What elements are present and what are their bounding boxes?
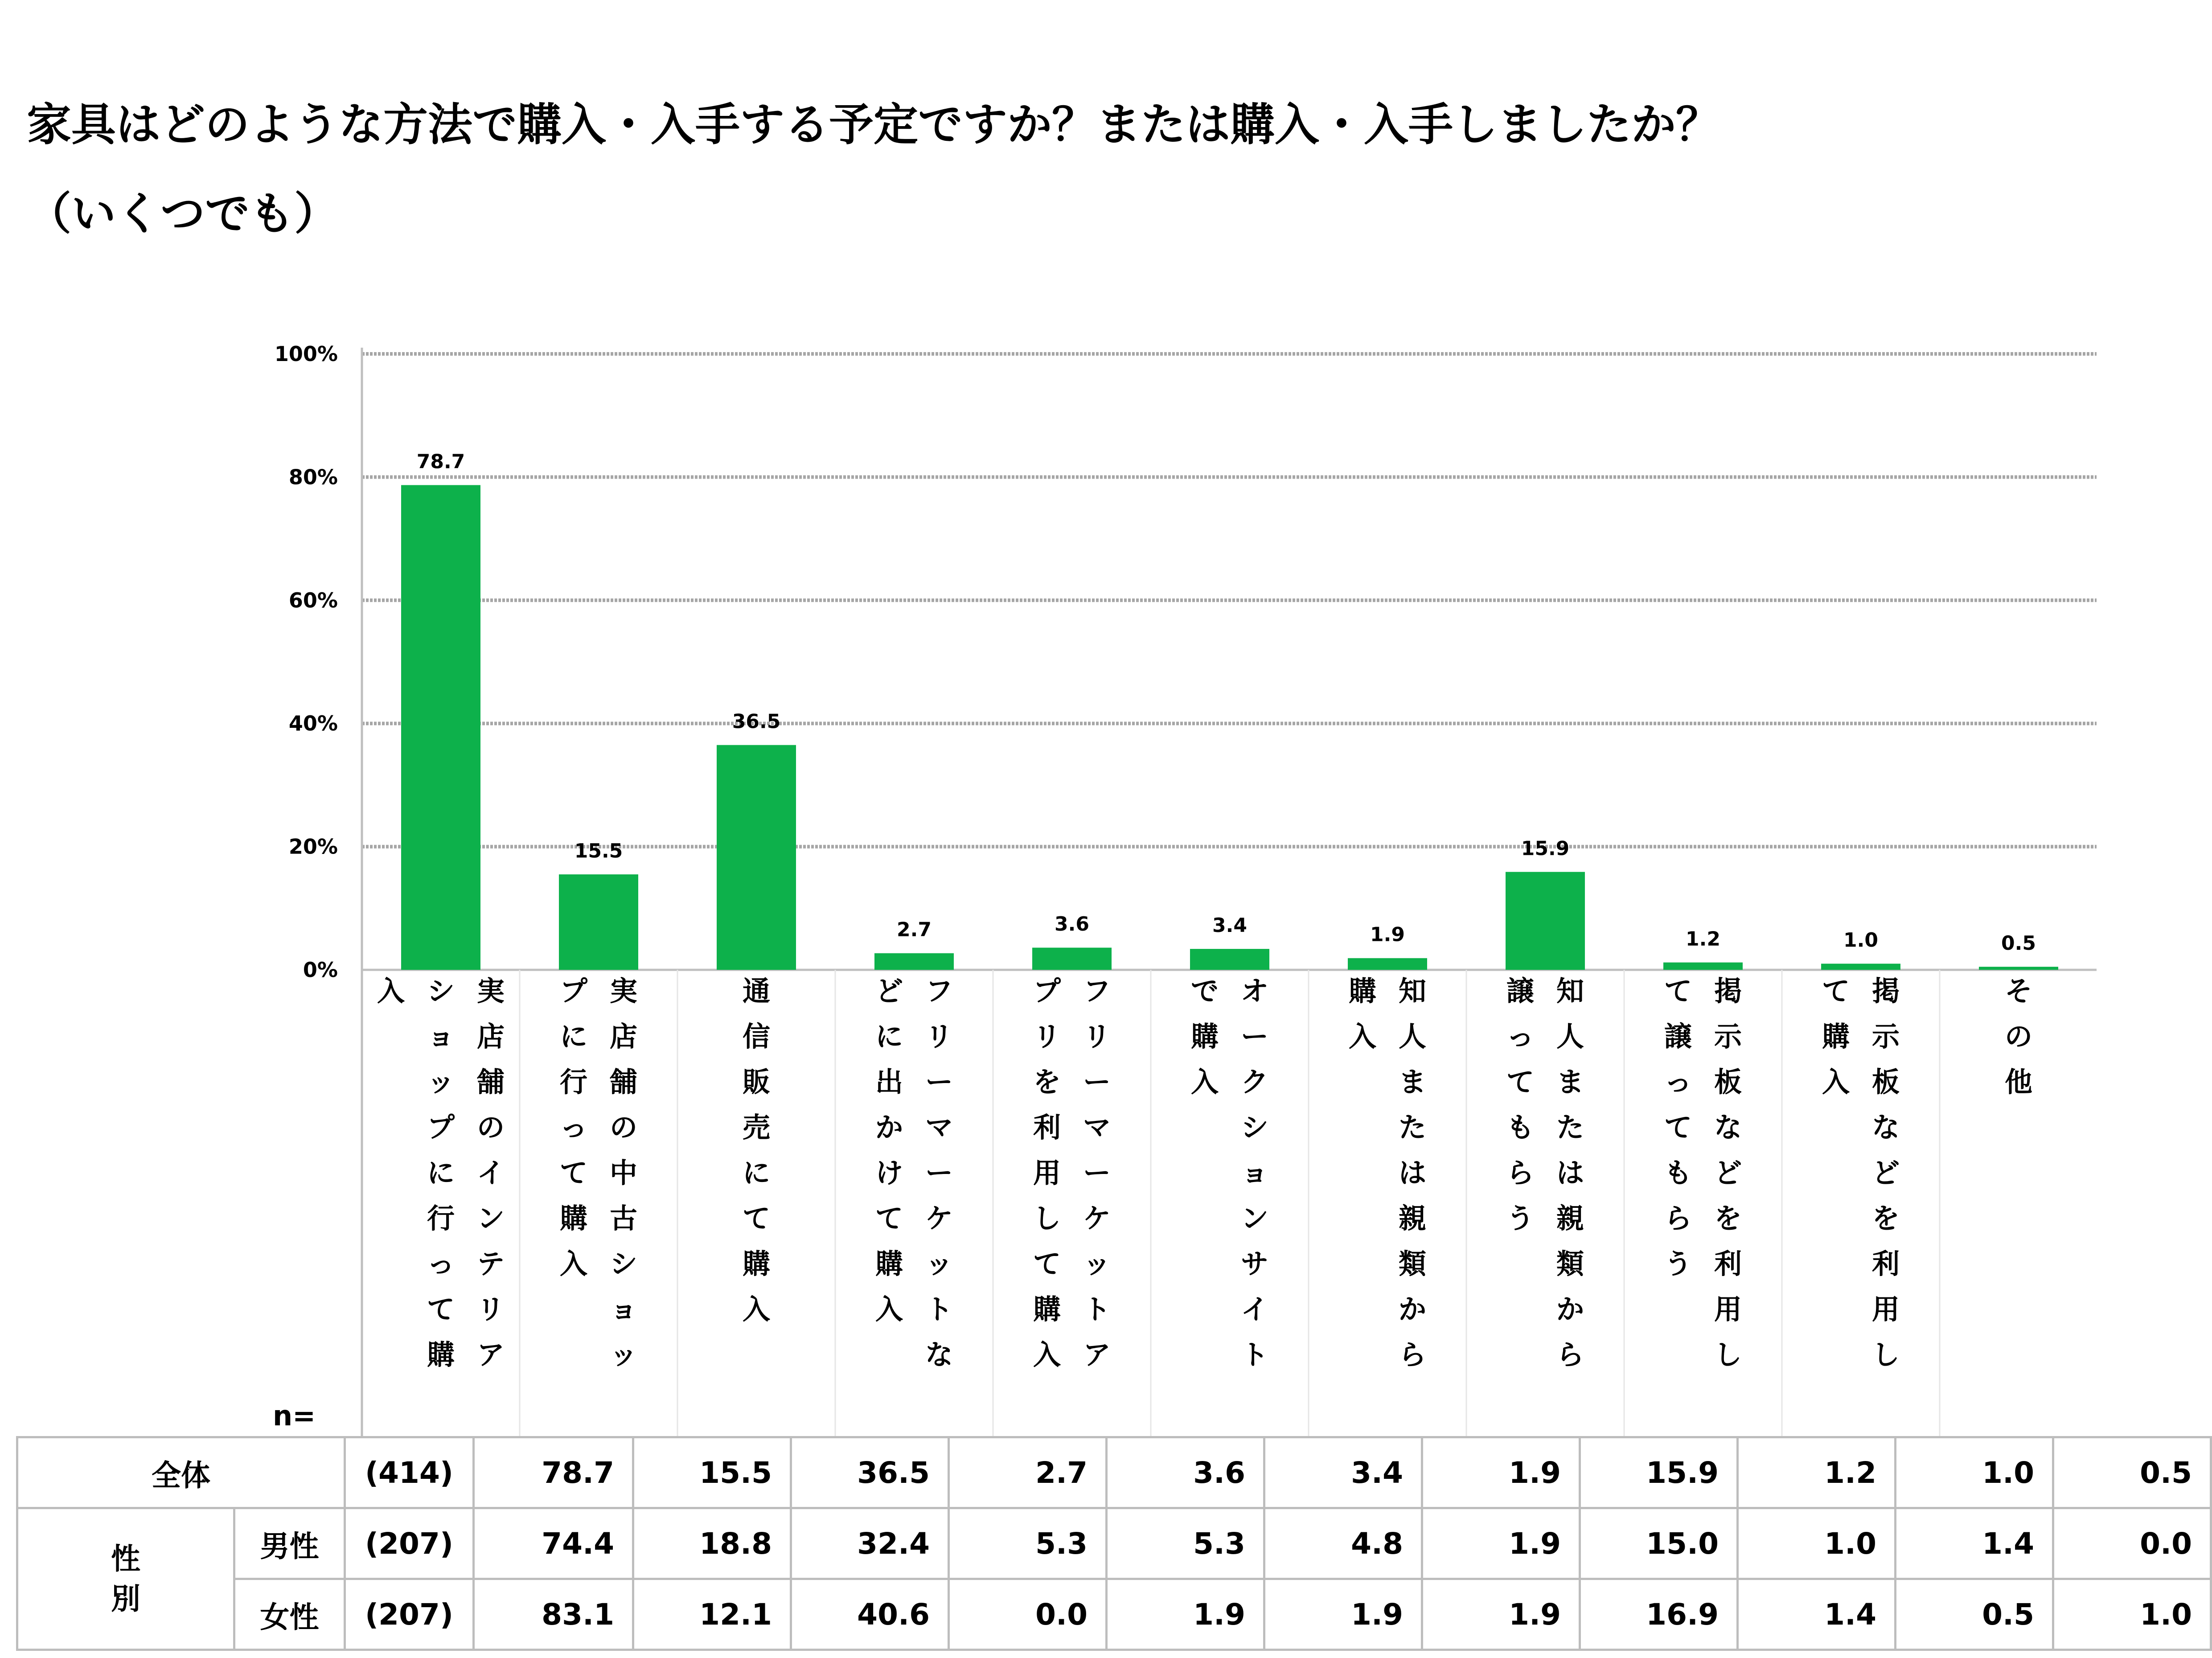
bar bbox=[1032, 948, 1112, 970]
group-label-gender bbox=[17, 1508, 234, 1650]
category-label-char: ク bbox=[1240, 1066, 1269, 1098]
category-label-char: ま bbox=[1556, 1066, 1584, 1098]
category-label-char: 店 bbox=[476, 1020, 505, 1053]
category-label-char: て bbox=[427, 1293, 455, 1326]
category-label-char: 購 bbox=[742, 1248, 771, 1280]
bar bbox=[1821, 964, 1900, 970]
bar bbox=[401, 485, 480, 970]
category-label-char: 利 bbox=[1033, 1111, 1061, 1144]
row-n: (414) bbox=[345, 1437, 474, 1508]
category-label-char: し bbox=[1033, 1202, 1061, 1235]
y-tick-label: 100% bbox=[274, 342, 338, 366]
category-label-char: ト bbox=[1240, 1338, 1269, 1371]
category-label-char: 購 bbox=[1822, 1020, 1850, 1053]
table-cell: 1.9 bbox=[1422, 1579, 1580, 1650]
category-label-char: て bbox=[875, 1202, 903, 1235]
category-labels bbox=[377, 975, 2032, 1371]
table-cell: 78.7 bbox=[474, 1437, 633, 1508]
category-label-char: ま bbox=[1398, 1066, 1427, 1098]
table-cell: 1.4 bbox=[1738, 1579, 1896, 1650]
category-label-char: に bbox=[875, 1020, 903, 1053]
category-label-char: た bbox=[1556, 1111, 1584, 1144]
category-label-char: う bbox=[1506, 1202, 1535, 1235]
category-label-char: リ bbox=[476, 1293, 505, 1326]
data-label: 1.0 bbox=[1843, 929, 1878, 952]
category-label-char: ら bbox=[1506, 1157, 1535, 1189]
category-label-char: オ bbox=[1240, 975, 1269, 1007]
category-label-char: 入 bbox=[559, 1248, 588, 1280]
category-label-char: 板 bbox=[1714, 1066, 1742, 1098]
category-label-char: 入 bbox=[1822, 1066, 1850, 1098]
chart-title-line1: 家具はどのような方法で購入・入手する予定ですか？または購入・入手しましたか？ bbox=[27, 98, 1720, 151]
category-label-char: 板 bbox=[1871, 1066, 1900, 1098]
category-label-char: 実 bbox=[609, 975, 638, 1007]
data-label: 3.6 bbox=[1055, 913, 1089, 936]
category-label-char: 行 bbox=[427, 1202, 455, 1235]
category-label-char: ど bbox=[1871, 1157, 1900, 1189]
category-label-char: 用 bbox=[1033, 1157, 1061, 1189]
bar bbox=[1348, 958, 1427, 970]
table-cell: 2.7 bbox=[949, 1437, 1107, 1508]
category-label-char: の bbox=[476, 1111, 505, 1144]
table-cell: 0.5 bbox=[1896, 1579, 2053, 1650]
category-label-char: 入 bbox=[1190, 1066, 1219, 1098]
category-label-char: リ bbox=[925, 1020, 953, 1053]
row-label: 全体 bbox=[17, 1437, 345, 1508]
table-cell: 1.0 bbox=[1896, 1437, 2053, 1508]
y-tick-label: 20% bbox=[288, 834, 338, 859]
table-cell: 12.1 bbox=[633, 1579, 791, 1650]
category-label-char: ー bbox=[1083, 1066, 1111, 1098]
bar bbox=[1506, 872, 1585, 970]
grid-lines bbox=[362, 354, 2097, 847]
row-n: (207) bbox=[345, 1508, 474, 1579]
category-label-char: 譲 bbox=[1506, 975, 1535, 1007]
table-cell: 74.4 bbox=[474, 1508, 633, 1579]
table-row bbox=[17, 1437, 2211, 1508]
category-label-char: し bbox=[1871, 1338, 1900, 1371]
category-label-char: ョ bbox=[427, 1020, 455, 1053]
category-label-char: 知 bbox=[1398, 975, 1427, 1007]
category-label-char: シ bbox=[609, 1248, 638, 1280]
category-label-char: な bbox=[1714, 1111, 1742, 1144]
table-cell: 18.8 bbox=[633, 1508, 791, 1579]
y-tick-label: 60% bbox=[288, 588, 338, 612]
category-label-char: 他 bbox=[2004, 1066, 2033, 1098]
table-cell: 15.0 bbox=[1580, 1508, 1738, 1579]
category-label-char: 購 bbox=[559, 1202, 588, 1235]
category-label-char: ト bbox=[1083, 1293, 1111, 1326]
category-label-char: 人 bbox=[1398, 1020, 1427, 1053]
y-tick-label: 40% bbox=[288, 711, 338, 736]
category-label-char: 利 bbox=[1714, 1248, 1742, 1280]
table-cell: 1.9 bbox=[1422, 1508, 1580, 1579]
category-label-char: 用 bbox=[1714, 1293, 1742, 1326]
category-label-char: し bbox=[1714, 1338, 1742, 1371]
bar bbox=[717, 745, 796, 970]
bar bbox=[1979, 967, 2058, 970]
category-label-char: な bbox=[1871, 1111, 1900, 1144]
category-label-char: プ bbox=[1033, 975, 1061, 1007]
table-cell: 1.0 bbox=[2053, 1579, 2211, 1650]
table-cell: 0.0 bbox=[949, 1579, 1107, 1650]
category-label-char: 販 bbox=[742, 1066, 771, 1098]
category-label-char: ー bbox=[1083, 1157, 1111, 1189]
category-label-char: て bbox=[742, 1202, 771, 1235]
category-label-char: ョ bbox=[1240, 1157, 1269, 1189]
category-label-char: ど bbox=[1714, 1157, 1742, 1189]
category-label-char: っ bbox=[1664, 1066, 1692, 1098]
row-label: 男性 bbox=[234, 1508, 345, 1579]
group-label-part: 性 bbox=[111, 1542, 140, 1576]
category-label-char: リ bbox=[1083, 1020, 1111, 1053]
table-row bbox=[17, 1579, 2211, 1650]
category-label-char: て bbox=[1506, 1066, 1535, 1098]
category-label-char: か bbox=[1398, 1293, 1427, 1326]
table-cell: 15.9 bbox=[1580, 1437, 1738, 1508]
category-label-char: ケ bbox=[925, 1202, 953, 1235]
table-cell: 5.3 bbox=[1107, 1508, 1264, 1579]
category-label-char: 舗 bbox=[609, 1066, 638, 1098]
data-label: 1.2 bbox=[1686, 927, 1720, 951]
category-label-char: マ bbox=[925, 1111, 953, 1144]
n-header: n= bbox=[273, 1399, 316, 1432]
category-label-char: て bbox=[1822, 975, 1850, 1007]
category-label-char: 知 bbox=[1556, 975, 1584, 1007]
category-label-char: イ bbox=[476, 1157, 505, 1189]
row-n: (207) bbox=[345, 1579, 474, 1650]
category-label-char: 信 bbox=[742, 1020, 771, 1053]
bar bbox=[559, 874, 638, 970]
table-cell: 3.4 bbox=[1264, 1437, 1422, 1508]
category-label-char: は bbox=[1398, 1157, 1427, 1189]
category-label-char: ン bbox=[1240, 1202, 1269, 1235]
table-cell: 1.9 bbox=[1422, 1437, 1580, 1508]
data-label: 2.7 bbox=[897, 918, 932, 941]
category-label-char: 類 bbox=[1556, 1248, 1584, 1280]
category-label-char: て bbox=[1664, 975, 1692, 1007]
category-label-char: イ bbox=[1240, 1293, 1269, 1326]
table-cell: 1.4 bbox=[1896, 1508, 2053, 1579]
table-row bbox=[17, 1508, 2211, 1579]
category-label-char: 用 bbox=[1871, 1293, 1900, 1326]
category-label-char: ケ bbox=[1083, 1202, 1111, 1235]
category-label-char: 掲 bbox=[1714, 975, 1742, 1007]
table-cell: 15.5 bbox=[633, 1437, 791, 1508]
category-label-char: は bbox=[1556, 1157, 1584, 1189]
group-label-part: 別 bbox=[111, 1581, 140, 1616]
category-label-char: 入 bbox=[742, 1293, 771, 1326]
category-label-char: リ bbox=[1033, 1020, 1061, 1053]
category-label-char: て bbox=[559, 1157, 588, 1189]
category-label-char: か bbox=[1556, 1293, 1584, 1326]
category-label-char: ッ bbox=[609, 1338, 638, 1371]
category-label-char: ー bbox=[925, 1157, 953, 1189]
data-label: 15.5 bbox=[574, 839, 623, 862]
category-label-char: ー bbox=[1240, 1020, 1269, 1053]
category-label-char: ン bbox=[476, 1202, 505, 1235]
category-label-char: っ bbox=[1506, 1020, 1535, 1053]
table-cell: 40.6 bbox=[791, 1579, 949, 1650]
category-label-char: 入 bbox=[377, 975, 405, 1007]
data-table bbox=[16, 1436, 2212, 1651]
category-label-char: 人 bbox=[1556, 1020, 1584, 1053]
category-label-char: ら bbox=[1556, 1338, 1584, 1371]
category-label-char: 示 bbox=[1714, 1020, 1742, 1053]
category-label-char: マ bbox=[1083, 1111, 1111, 1144]
category-label-char: に bbox=[559, 1020, 588, 1053]
table-cell: 4.8 bbox=[1264, 1508, 1422, 1579]
table-cell: 1.9 bbox=[1264, 1579, 1422, 1650]
category-label-char: な bbox=[925, 1338, 953, 1371]
category-label-char: ッ bbox=[925, 1248, 953, 1280]
category-label-char: プ bbox=[427, 1111, 455, 1144]
bar bbox=[1190, 949, 1269, 970]
category-label-char: 購 bbox=[1348, 975, 1377, 1007]
category-label-char: 類 bbox=[1398, 1248, 1427, 1280]
category-label-char: 入 bbox=[1348, 1020, 1377, 1053]
category-label-char: か bbox=[875, 1111, 903, 1144]
category-label-char: け bbox=[875, 1157, 903, 1189]
category-label-char: も bbox=[1506, 1111, 1535, 1144]
category-label-char: シ bbox=[1240, 1111, 1269, 1144]
data-label: 15.9 bbox=[1521, 837, 1570, 860]
category-label-char: 利 bbox=[1871, 1248, 1900, 1280]
bar bbox=[874, 953, 954, 970]
category-label-char: ー bbox=[925, 1066, 953, 1098]
category-label-char: ト bbox=[925, 1293, 953, 1326]
category-label-char: 店 bbox=[609, 1020, 638, 1053]
category-label-char: 実 bbox=[476, 975, 505, 1007]
table-cell: 0.0 bbox=[2053, 1508, 2211, 1579]
table-cell: 16.9 bbox=[1580, 1579, 1738, 1650]
value-labels bbox=[417, 450, 2036, 955]
category-label-char: ッ bbox=[427, 1066, 455, 1098]
category-label-char: 中 bbox=[609, 1157, 638, 1189]
data-label: 0.5 bbox=[2001, 932, 2036, 955]
table-cell: 1.2 bbox=[1738, 1437, 1896, 1508]
category-label-char: プ bbox=[559, 975, 588, 1007]
category-label-char: 親 bbox=[1556, 1202, 1584, 1235]
bar bbox=[1663, 962, 1743, 970]
category-label-char: 売 bbox=[742, 1111, 771, 1144]
category-label-char: 行 bbox=[559, 1066, 588, 1098]
table-cell: 1.0 bbox=[1738, 1508, 1896, 1579]
category-label-char: そ bbox=[2004, 975, 2033, 1007]
category-label-char: に bbox=[427, 1157, 455, 1189]
category-label-char: ら bbox=[1664, 1202, 1692, 1235]
table-cell: 32.4 bbox=[791, 1508, 949, 1579]
category-label-char: ど bbox=[875, 975, 903, 1007]
data-label: 1.9 bbox=[1370, 923, 1405, 946]
category-label-char: 親 bbox=[1398, 1202, 1427, 1235]
category-label-char: た bbox=[1398, 1111, 1427, 1144]
category-label-char: 示 bbox=[1871, 1020, 1900, 1053]
category-label-char: で bbox=[1190, 975, 1219, 1007]
category-label-char: を bbox=[1714, 1202, 1742, 1235]
category-label-char: て bbox=[1664, 1111, 1692, 1144]
category-label-char: 舗 bbox=[476, 1066, 505, 1098]
category-label-char: ら bbox=[1398, 1338, 1427, 1371]
category-label-char: っ bbox=[559, 1111, 588, 1144]
data-label: 3.4 bbox=[1212, 914, 1247, 937]
table-cell: 3.6 bbox=[1107, 1437, 1264, 1508]
category-label-char: ア bbox=[476, 1338, 505, 1371]
category-label-char: 掲 bbox=[1871, 975, 1900, 1007]
category-label-char: 入 bbox=[875, 1293, 903, 1326]
data-label: 36.5 bbox=[732, 710, 781, 733]
category-label-char: て bbox=[1033, 1248, 1061, 1280]
category-label-char: 購 bbox=[427, 1338, 455, 1371]
category-label-char: の bbox=[609, 1111, 638, 1144]
category-label-char: 古 bbox=[609, 1202, 638, 1235]
data-label: 78.7 bbox=[416, 450, 465, 473]
category-label-char: 購 bbox=[1033, 1293, 1061, 1326]
category-label-char: 購 bbox=[1190, 1020, 1219, 1053]
y-tick-label: 80% bbox=[288, 465, 338, 489]
category-label-char: を bbox=[1871, 1202, 1900, 1235]
category-label-char: ョ bbox=[609, 1293, 638, 1326]
category-label-char: ア bbox=[1083, 1338, 1111, 1371]
category-label-char: 譲 bbox=[1664, 1020, 1692, 1053]
category-label-char: ッ bbox=[1083, 1248, 1111, 1280]
table-cell: 36.5 bbox=[791, 1437, 949, 1508]
category-label-char: フ bbox=[1083, 975, 1111, 1007]
category-label-char: を bbox=[1033, 1066, 1061, 1098]
category-label-char: テ bbox=[476, 1248, 505, 1280]
category-label-char: に bbox=[742, 1157, 771, 1189]
bars bbox=[401, 485, 2058, 970]
category-label-char: 入 bbox=[1033, 1338, 1061, 1371]
table-cell: 83.1 bbox=[474, 1579, 633, 1650]
category-label-char: 通 bbox=[742, 975, 771, 1007]
category-label-char: サ bbox=[1240, 1248, 1269, 1280]
table-cell: 5.3 bbox=[949, 1508, 1107, 1579]
category-label-char: 購 bbox=[875, 1248, 903, 1280]
category-label-char: っ bbox=[427, 1248, 455, 1280]
category-label-char: シ bbox=[427, 975, 455, 1007]
table-cell: 1.9 bbox=[1107, 1579, 1264, 1650]
table-cell: 0.5 bbox=[2053, 1437, 2211, 1508]
y-tick-label: 0% bbox=[303, 958, 338, 982]
category-label-char: う bbox=[1664, 1248, 1692, 1280]
category-label-char: も bbox=[1664, 1157, 1692, 1189]
category-label-char: 出 bbox=[875, 1066, 903, 1098]
category-label-char: の bbox=[2004, 1020, 2033, 1053]
y-tick-labels bbox=[275, 342, 338, 982]
category-label-char: フ bbox=[925, 975, 953, 1007]
chart-title-line2: （いくつでも） bbox=[27, 188, 339, 240]
row-label: 女性 bbox=[234, 1579, 345, 1650]
